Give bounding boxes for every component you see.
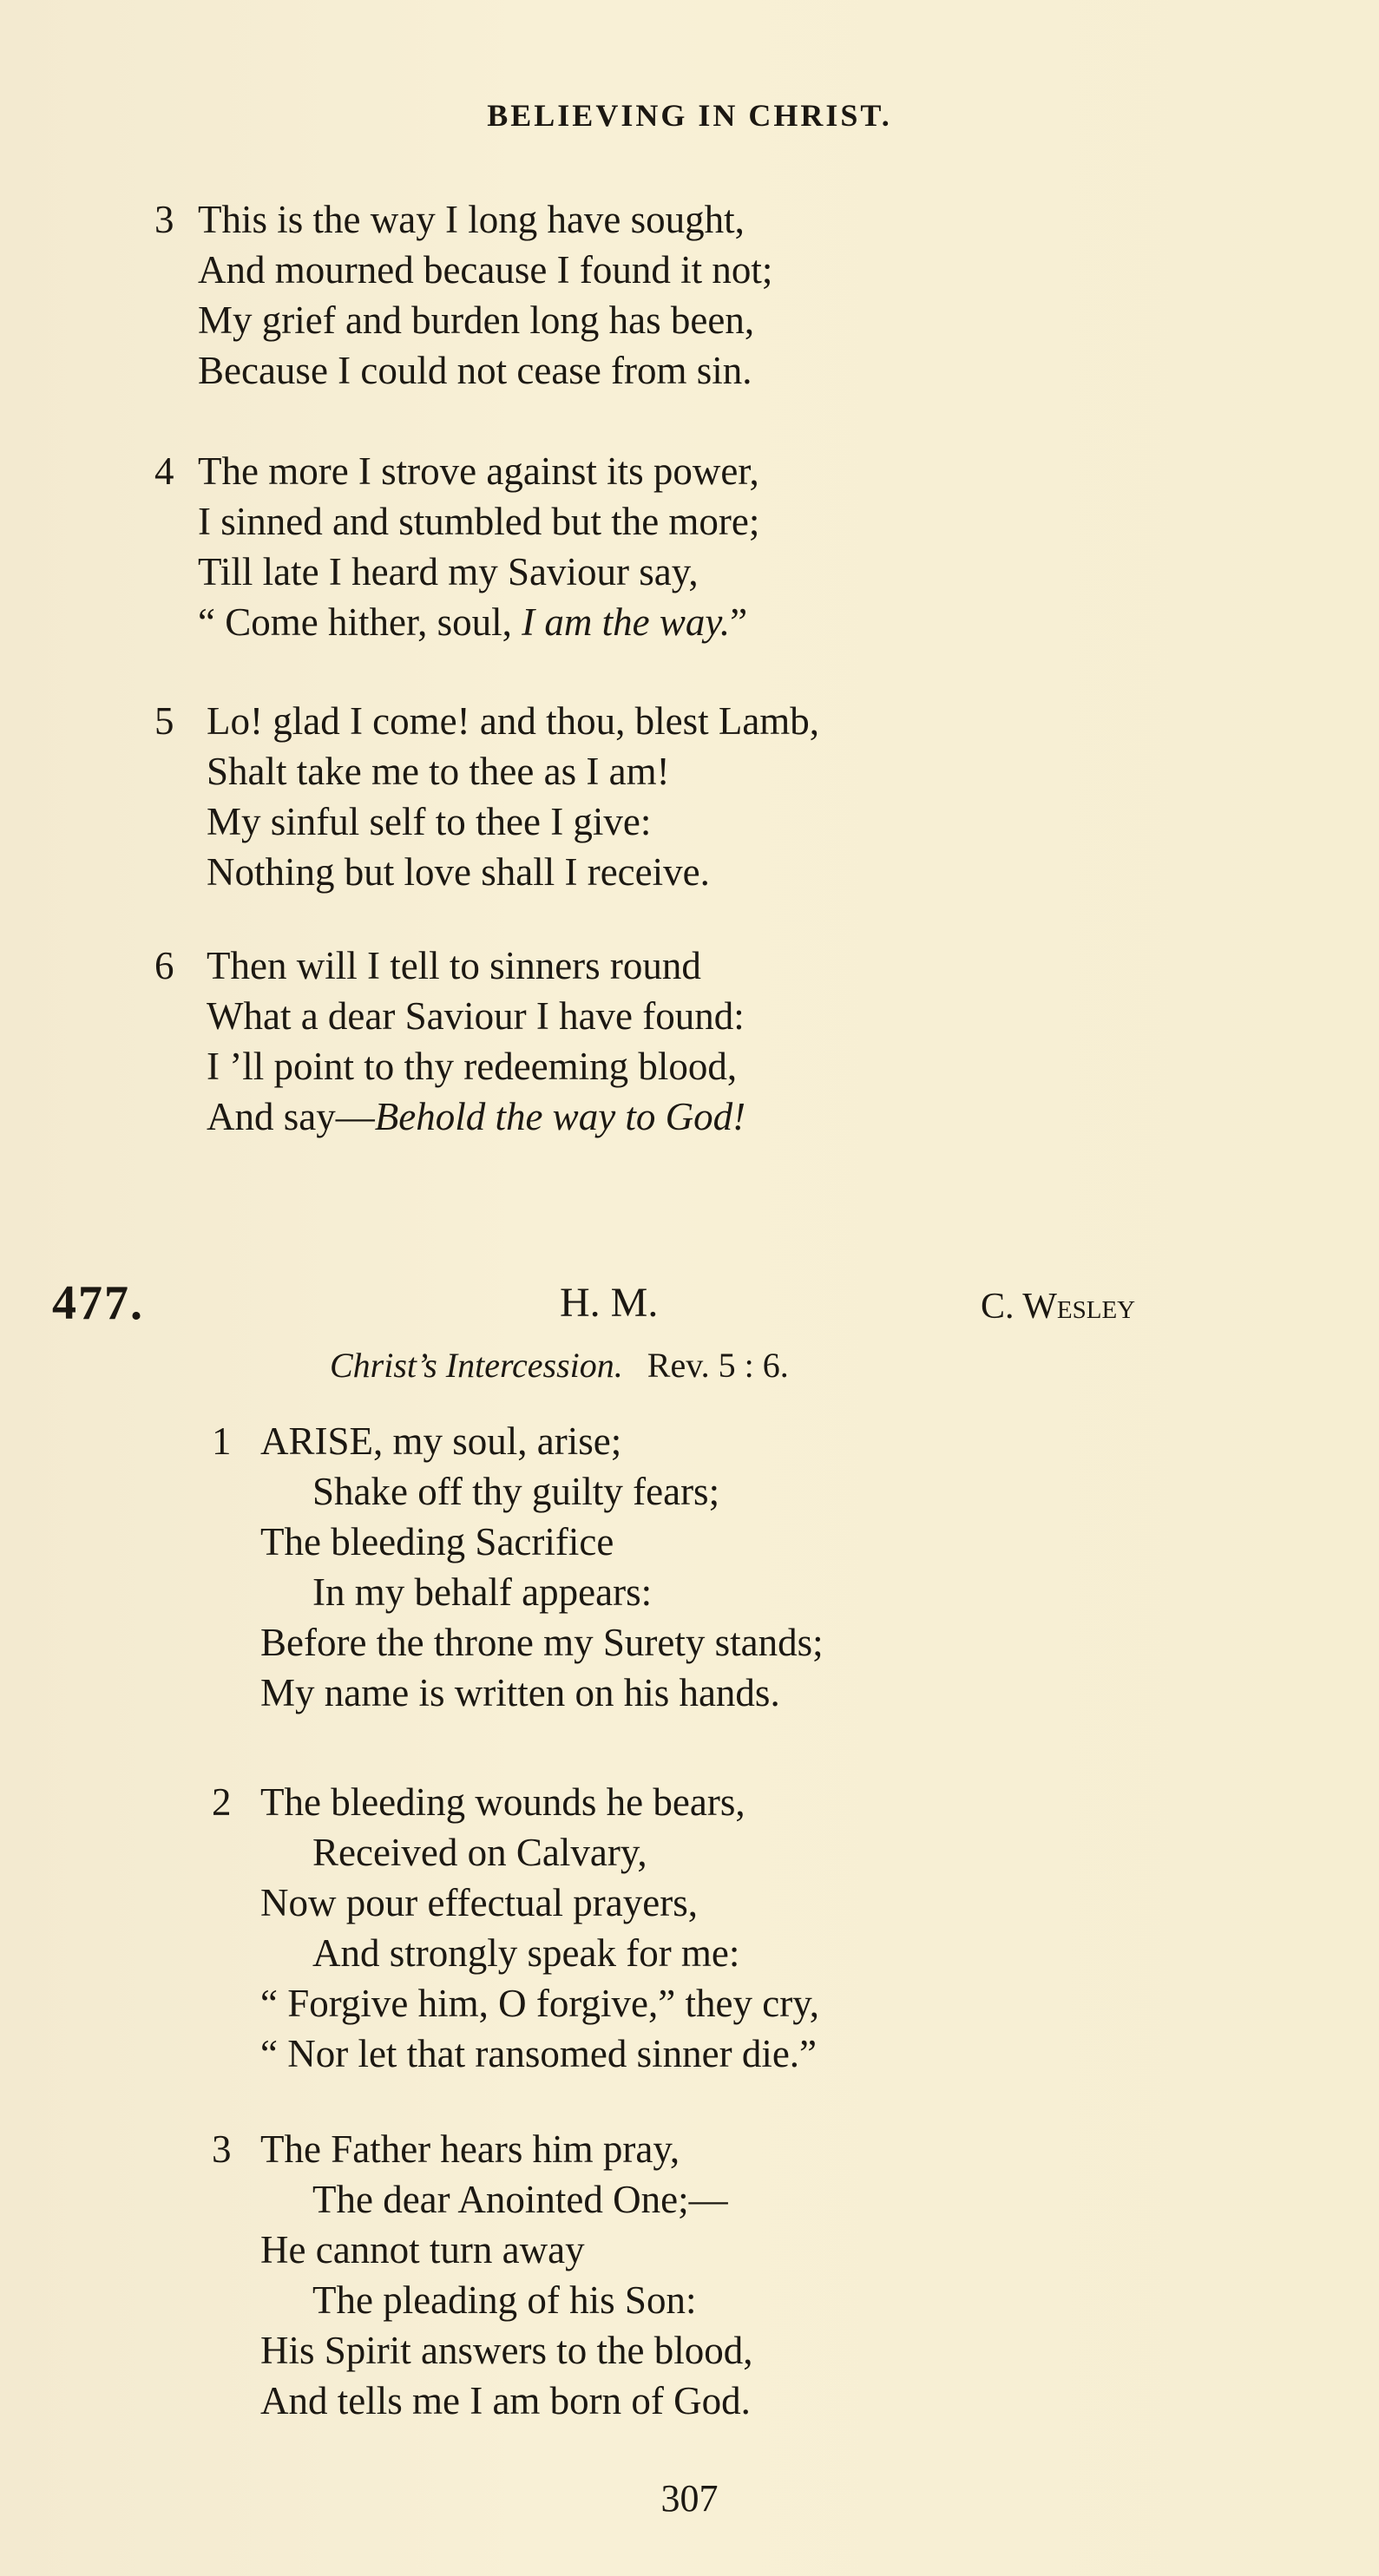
verse-line: The Father hears him pray,	[260, 2127, 680, 2171]
verse-line: I sinned and stumbled but the more;	[198, 500, 760, 543]
stanza-prev-4	[154, 446, 760, 647]
verse-line: And mourned because I found it not;	[198, 248, 773, 292]
hymn-subtitle	[330, 1345, 789, 1386]
verse-line: My sinful self to thee I give:	[207, 800, 652, 843]
stanza-1	[212, 1416, 824, 1718]
verse-line: Received on Calvary,	[312, 1831, 647, 1874]
hymn-title: Christ’s Intercession.	[330, 1346, 623, 1385]
page-number: 307	[660, 2477, 719, 2520]
verse-line: Now pour effectual prayers,	[260, 1881, 698, 1924]
verse-line: ARISE, my soul, arise;	[260, 1419, 622, 1463]
verse-line: Shake off thy guilty fears;	[312, 1470, 720, 1513]
verse-line: Nothing but love shall I receive.	[207, 850, 710, 894]
stanza-number: 4	[154, 449, 174, 493]
verse-line-start: “ Come hither, soul,	[198, 600, 522, 644]
stanza-3	[212, 2124, 753, 2426]
hymn-heading	[0, 1275, 1379, 1336]
scripture-reference: Rev. 5 : 6.	[647, 1346, 789, 1385]
verse-line-end: ”	[730, 600, 748, 644]
verse-line	[207, 1091, 745, 1142]
verse-line: The bleeding wounds he bears,	[260, 1780, 745, 1824]
stanza-number: 5	[154, 699, 174, 743]
stanza-prev-3	[154, 194, 773, 396]
verse-line: The pleading of his Son:	[312, 2278, 697, 2322]
verse-line-italic: I am the way.	[522, 600, 731, 644]
verse-line: Then will I tell to sinners round	[207, 944, 701, 987]
verse-line: He cannot turn away	[260, 2228, 585, 2271]
verse-line	[198, 597, 759, 647]
stanza-number: 6	[154, 944, 174, 987]
stanza-number: 1	[212, 1419, 232, 1463]
verse-line: The bleeding Sacrifice	[260, 1520, 614, 1563]
verse-line: “ Forgive him, O forgive,” they cry,	[260, 1982, 820, 2025]
verse-line: In my behalf appears:	[312, 1570, 653, 1614]
stanza-number: 2	[212, 1780, 232, 1824]
stanza-prev-6	[154, 941, 746, 1142]
verse-line: Shalt take me to thee as I am!	[207, 750, 670, 793]
verse-line: Till late I heard my Saviour say,	[198, 550, 699, 593]
verse-line-start: And say—	[207, 1095, 375, 1138]
verse-line: “ Nor let that ransomed sinner die.”	[260, 2032, 818, 2075]
verse-line: And tells me I am born of God.	[260, 2379, 751, 2422]
running-head: BELIEVING IN CHRIST.	[487, 98, 892, 133]
verse-line: Because I could not cease from sin.	[198, 349, 752, 392]
verse-line: His Spirit answers to the blood,	[260, 2329, 753, 2372]
hymn-meter: H. M.	[560, 1280, 659, 1326]
stanza-number: 3	[212, 2127, 232, 2171]
verse-line: Lo! glad I come! and thou, blest Lamb,	[207, 699, 820, 743]
verse-line: This is the way I long have sought,	[198, 198, 745, 241]
verse-line: Before the throne my Surety stands;	[260, 1621, 824, 1664]
verse-line: The dear Anointed One;—	[312, 2178, 728, 2221]
verse-line: I ’ll point to thy redeeming blood,	[207, 1045, 738, 1088]
hymn-author: C. Wesley	[981, 1287, 1136, 1327]
verse-line: My name is written on his hands.	[260, 1671, 780, 1714]
verse-line: What a dear Saviour I have found:	[207, 994, 745, 1038]
hymn-number: 477.	[52, 1276, 144, 1330]
stanza-number: 3	[154, 198, 174, 241]
verse-line: The more I strove against its power,	[198, 449, 759, 493]
stanza-2	[212, 1777, 820, 2079]
verse-line: My grief and burden long has been,	[198, 298, 755, 342]
verse-line-italic: Behold the way to God!	[374, 1095, 746, 1138]
stanza-prev-5	[154, 696, 820, 897]
verse-line: And strongly speak for me:	[312, 1931, 740, 1975]
